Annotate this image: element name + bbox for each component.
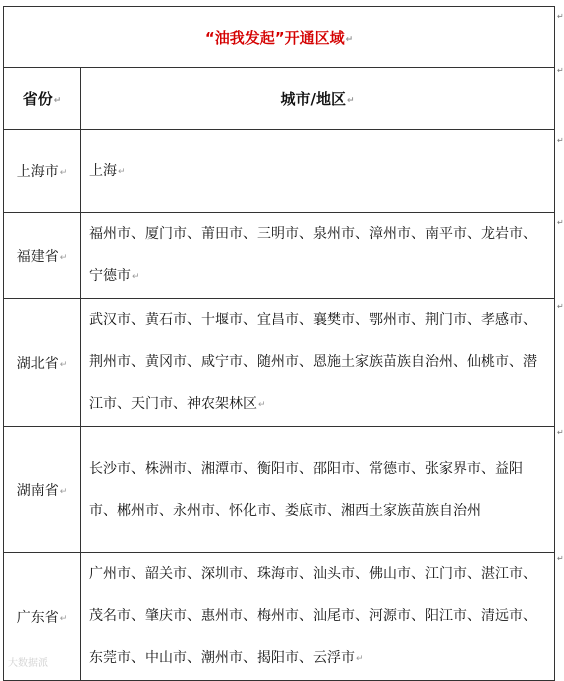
paragraph-mark: ↵	[132, 272, 140, 282]
row-end-mark: ↵	[557, 218, 564, 227]
cities-cell	[81, 213, 555, 299]
cities-list: 广州市、韶关市、深圳市、珠海市、汕头市、佛山市、江门市、湛江市、茂名市、肇庆市、惠州市、梅州市、汕尾市、河源市、阳江市、清远市、东莞市、中山市、潮州市、揭阳市、云浮市	[89, 566, 537, 666]
header-row	[4, 68, 555, 130]
paragraph-mark: ↵	[258, 400, 266, 410]
province-name: 广东省	[16, 609, 59, 626]
header-province: 省份	[22, 90, 53, 108]
row-end-mark: ↵	[557, 428, 564, 437]
row-end-mark: ↵	[557, 302, 564, 311]
table-row	[4, 299, 555, 427]
table-row	[4, 427, 555, 553]
header-province-cell	[4, 68, 81, 130]
cities-cell	[81, 130, 555, 213]
cities-cell	[81, 427, 555, 553]
province-name: 福建省	[16, 248, 59, 265]
header-cities: 城市/地区	[280, 90, 346, 108]
table-title-cell	[4, 7, 555, 68]
cities-cell	[81, 553, 555, 681]
paragraph-mark: ↵	[59, 168, 68, 178]
province-name: 湖南省	[16, 482, 59, 499]
watermark	[8, 654, 48, 669]
province-cell	[4, 299, 81, 427]
row-end-mark: ↵	[557, 554, 564, 563]
paragraph-mark: ↵	[59, 252, 68, 263]
province-cell	[4, 130, 81, 213]
province-cell	[4, 427, 81, 553]
row-end-mark: ↵	[557, 66, 564, 75]
province-name: 湖北省	[16, 355, 59, 372]
paragraph-mark: ↵	[59, 613, 68, 624]
paragraph-mark: ↵	[118, 166, 126, 177]
table-row	[4, 553, 555, 681]
paragraph-mark: ↵	[53, 96, 62, 106]
province-cell	[4, 213, 81, 299]
title-row	[4, 7, 555, 68]
coverage-table	[3, 6, 555, 681]
table-row	[4, 130, 555, 213]
paragraph-mark: ↵	[356, 654, 364, 664]
table-title: “油我发起”开通区域	[204, 28, 345, 47]
paragraph-mark: ↵	[59, 486, 68, 497]
row-end-mark: ↵	[557, 136, 564, 145]
paragraph-mark: ↵	[345, 34, 354, 45]
cities-cell	[81, 299, 555, 427]
coverage-table-container	[3, 6, 555, 681]
row-end-mark: ↵	[557, 12, 564, 21]
cities-list: 福州市、厦门市、莆田市、三明市、泉州市、漳州市、南平市、龙岩市、宁德市	[89, 226, 537, 284]
cities-list: 上海	[89, 162, 117, 179]
header-cities-cell	[81, 68, 555, 130]
cities-list: 长沙市、株洲市、湘潭市、衡阳市、邵阳市、常德市、张家界市、益阳市、郴州市、永州市、怀化市、娄底市、湘西土家族苗族自治州	[89, 460, 523, 519]
paragraph-mark: ↵	[59, 359, 68, 370]
paragraph-mark: ↵	[346, 96, 355, 106]
row-end-marks	[557, 0, 564, 674]
watermark-text: 大数据派	[8, 658, 48, 669]
table-row	[4, 213, 555, 299]
cities-list: 武汉市、黄石市、十堰市、宜昌市、襄樊市、鄂州市、荆门市、孝感市、荆州市、黄冈市、咸宁市、随州市、恩施土家族苗族自治州、仙桃市、潜江市、天门市、神农架林区	[89, 312, 537, 412]
province-name: 上海市	[16, 164, 59, 180]
